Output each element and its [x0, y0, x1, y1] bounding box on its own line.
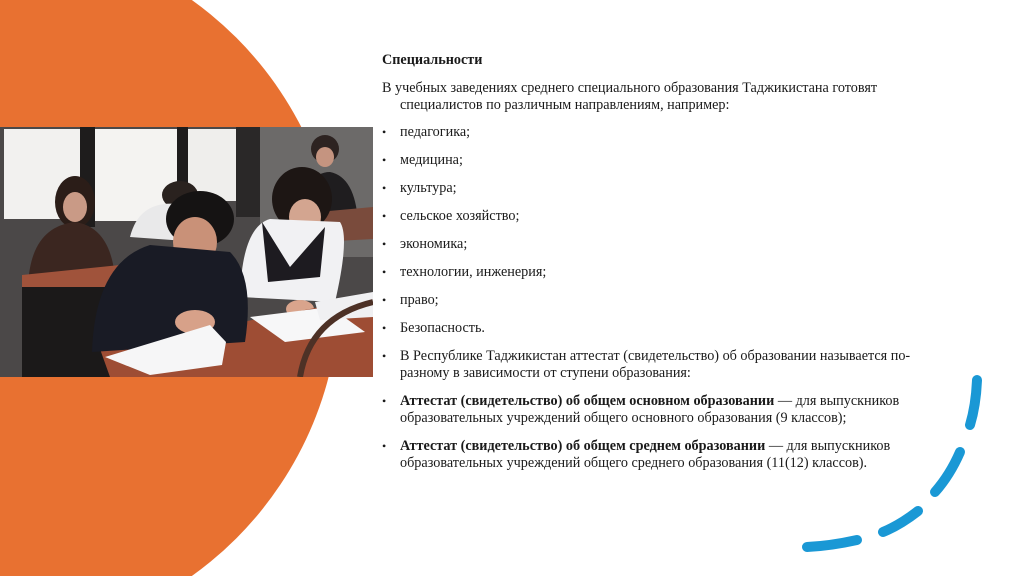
bullet-icon: • [382, 125, 387, 139]
intro-paragraph: В учебных заведениях среднего специального образования Таджикистана готовят специалистов по различным направлениям, например: [382, 80, 878, 113]
list-item [382, 292, 952, 309]
classroom-exam-photo [0, 127, 373, 377]
bullet-icon: • [382, 394, 387, 408]
specialty-text: культура; [400, 180, 457, 196]
specialty-text: технологии, инженерия; [400, 264, 547, 280]
list-item [382, 320, 952, 337]
bullet-icon: • [382, 439, 387, 453]
certificate-note-item [382, 348, 952, 382]
specialty-text: педагогика; [400, 124, 471, 140]
bullet-icon: • [382, 321, 387, 335]
bullet-icon: • [382, 153, 387, 167]
list-item [382, 152, 952, 169]
certificate-description: — для выпускников образовательных учреждений общего основного образования (9 классов); [400, 393, 900, 426]
bullet-icon: • [382, 237, 387, 251]
list-item [382, 264, 952, 281]
specialty-text: экономика; [400, 236, 468, 252]
certificate-name: Аттестат (свидетельство) об общем среднем образовании [400, 438, 766, 454]
certificate-name: Аттестат (свидетельство) об общем основном образовании [400, 393, 775, 409]
list-item [382, 180, 952, 197]
bullet-icon: • [382, 265, 387, 279]
certificate-item-basic [382, 393, 952, 427]
list-item [382, 124, 952, 141]
certificate-item-secondary [382, 438, 952, 472]
bullet-icon: • [382, 293, 387, 307]
bullet-icon: • [382, 181, 387, 195]
list-item [382, 236, 952, 253]
slide-content [382, 52, 952, 483]
bullet-icon: • [382, 349, 387, 363]
specialty-text: сельское хозяйство; [400, 208, 520, 224]
certificate-note-text: В Республике Таджикистан аттестат (свидетельство) об образовании называется по-разному в зависимости от ступени образования: [400, 348, 911, 381]
certificate-description: — для выпускников образовательных учреждений общего среднего образования (11(12) классов). [400, 438, 891, 471]
list-item [382, 208, 952, 225]
specialty-text: право; [400, 292, 439, 308]
specialty-text: медицина; [400, 152, 463, 168]
bullet-icon: • [382, 209, 387, 223]
specialty-text: Безопасность. [400, 320, 485, 336]
specialties-list [382, 124, 952, 472]
slide-title: Специальности [382, 52, 483, 68]
